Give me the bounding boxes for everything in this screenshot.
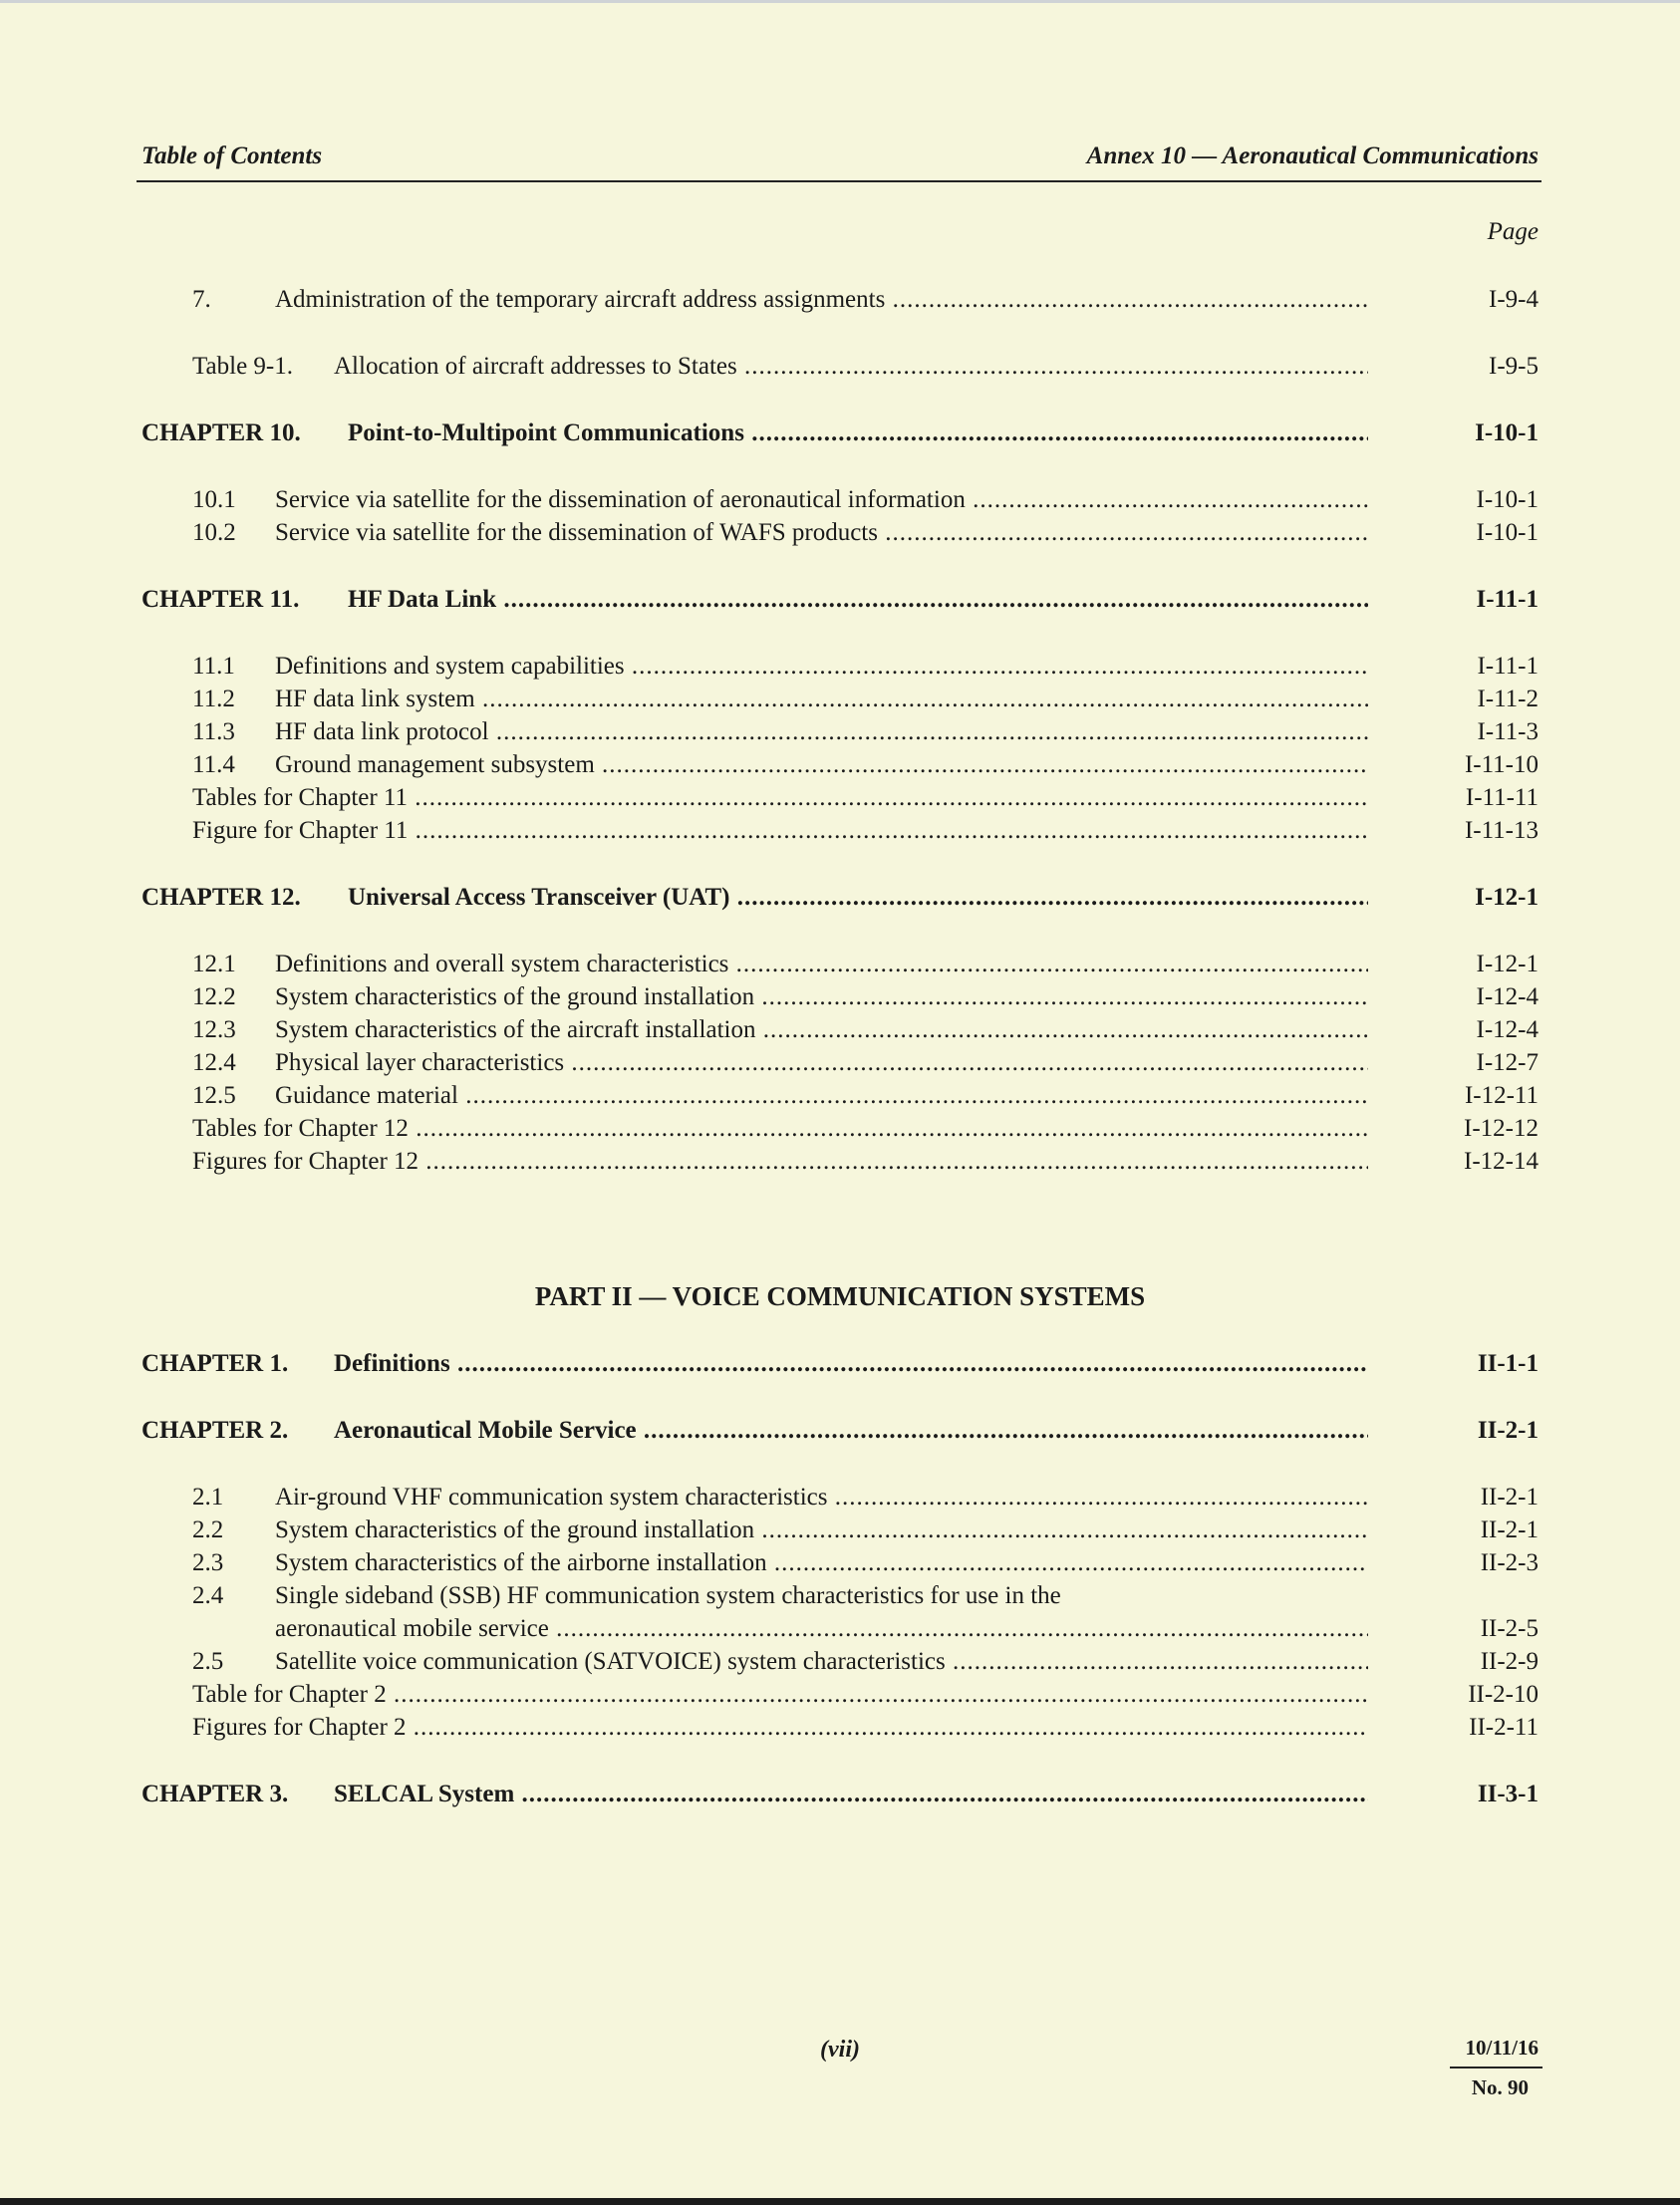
entry-title: Administration of the temporary aircraft address assignments ..... [275, 283, 1368, 317]
toc-entry[interactable] [0, 1711, 1680, 1745]
chapter-page: II-1-1 [1477, 1350, 1539, 1377]
entry-title: Tables for Chapter 11 ..... [192, 781, 1368, 815]
entry-number: 11.1 [192, 653, 235, 680]
entry-title: System characteristics of the airborne installation ..... [275, 1546, 1368, 1580]
entry-number: Table 9-1. [192, 353, 293, 380]
toc-entry[interactable] [0, 683, 1680, 716]
toc-entry[interactable] [0, 1112, 1680, 1146]
chapter-number: CHAPTER 11. [141, 586, 300, 613]
entry-title: Service via satellite for the dissemination of aeronautical information ..... [275, 483, 1368, 517]
entry-page: I-11-2 [1477, 686, 1539, 712]
toc-entry[interactable] [0, 350, 1680, 384]
entry-page: I-10-1 [1476, 519, 1539, 546]
chapter-number: CHAPTER 10. [141, 419, 301, 446]
chapter-page: II-3-1 [1477, 1781, 1539, 1807]
toc-entry[interactable] [0, 516, 1680, 550]
running-header-right: Annex 10 — Aeronautical Communications [1086, 142, 1539, 169]
entry-title: Allocation of aircraft addresses to States ..... [334, 350, 1368, 384]
entry-page: II-2-1 [1480, 1484, 1539, 1511]
entry-page: II-2-11 [1469, 1714, 1539, 1741]
entry-page: I-10-1 [1476, 486, 1539, 513]
entry-number: 2.4 [192, 1582, 224, 1609]
entry-title: Satellite voice communication (SATVOICE) system characteristics ..... [275, 1645, 1368, 1679]
toc-entry[interactable] [0, 650, 1680, 684]
entry-title: Figures for Chapter 2 ..... [192, 1711, 1368, 1745]
entry-page: I-12-7 [1476, 1049, 1539, 1076]
entry-page: I-11-11 [1465, 784, 1539, 811]
chapter-number: CHAPTER 1. [141, 1350, 289, 1377]
entry-number: 12.4 [192, 1049, 236, 1076]
entry-page: I-12-12 [1464, 1115, 1539, 1142]
page-number: (vii) [820, 2037, 860, 2063]
toc-entry[interactable] [0, 1678, 1680, 1712]
chapter-page: II-2-1 [1477, 1417, 1539, 1444]
scan-top-edge [0, 0, 1680, 3]
toc-entry[interactable] [0, 1145, 1680, 1179]
toc-entry-continuation[interactable] [0, 1612, 1680, 1646]
chapter-number: CHAPTER 12. [141, 884, 301, 911]
entry-title: Tables for Chapter 12 ..... [192, 1112, 1368, 1146]
entry-page: I-9-4 [1489, 286, 1539, 313]
entry-number: 10.2 [192, 519, 236, 546]
entry-number: 12.3 [192, 1016, 236, 1043]
amendment-date: 10/11/16 [1465, 2036, 1539, 2060]
toc-entry[interactable] [0, 781, 1680, 815]
entry-title: Ground management subsystem ..... [275, 748, 1368, 782]
entry-number: 2.2 [192, 1516, 224, 1543]
entry-title-continued: aeronautical mobile service ..... [275, 1612, 1368, 1646]
entry-page: I-12-14 [1464, 1148, 1539, 1175]
entry-page: I-11-10 [1464, 751, 1539, 778]
running-header-left: Table of Contents [141, 142, 323, 169]
entry-title: Table for Chapter 2 ..... [192, 1678, 1368, 1712]
entry-title: Physical layer characteristics ..... [275, 1046, 1368, 1080]
toc-entry[interactable] [0, 948, 1680, 981]
entry-title: Service via satellite for the dissemination of WAFS products ..... [275, 516, 1368, 550]
entry-page: I-11-13 [1464, 817, 1539, 844]
entry-number: 11.3 [192, 718, 235, 745]
entry-number: 2.1 [192, 1484, 224, 1511]
toc-chapter[interactable] [0, 1414, 1680, 1448]
toc-entry[interactable] [0, 1046, 1680, 1080]
entry-title: Definitions and overall system characteristics ..... [275, 948, 1368, 981]
toc-entry[interactable] [0, 1079, 1680, 1113]
toc-entry[interactable] [0, 1645, 1680, 1679]
toc-chapter[interactable] [0, 583, 1680, 617]
entry-title: HF data link system ..... [275, 683, 1368, 716]
entry-page: II-2-5 [1480, 1615, 1539, 1642]
part-heading: PART II — VOICE COMMUNICATION SYSTEMS [534, 1281, 1146, 1311]
chapter-title: Point-to-Multipoint Communications ..... [348, 416, 1368, 450]
entry-title: Single sideband (SSB) HF communication system characteristics for use in the [275, 1582, 1061, 1609]
entry-page: I-12-11 [1464, 1082, 1539, 1109]
header-rule [137, 180, 1541, 182]
toc-entry[interactable] [0, 1514, 1680, 1547]
entry-number: 2.3 [192, 1549, 224, 1576]
toc-chapter[interactable] [0, 881, 1680, 915]
chapter-page: I-12-1 [1475, 884, 1539, 911]
entry-number: 11.2 [192, 686, 235, 712]
entry-title: System characteristics of the aircraft installation ..... [275, 1013, 1368, 1047]
toc-entry[interactable] [0, 483, 1680, 517]
toc-chapter[interactable] [0, 1778, 1680, 1811]
chapter-title: HF Data Link ..... [348, 583, 1368, 617]
chapter-number: CHAPTER 3. [141, 1781, 289, 1807]
chapter-page: I-10-1 [1475, 419, 1539, 446]
entry-number: 10.1 [192, 486, 236, 513]
toc-entry[interactable] [0, 1579, 1680, 1613]
entry-page: II-2-9 [1480, 1648, 1539, 1675]
toc-entry[interactable] [0, 283, 1680, 317]
toc-chapter[interactable] [0, 416, 1680, 450]
chapter-title: Universal Access Transceiver (UAT) ..... [348, 881, 1368, 915]
entry-page: I-12-4 [1476, 1016, 1539, 1043]
entry-page: II-2-1 [1480, 1516, 1539, 1543]
toc-entry[interactable] [0, 748, 1680, 782]
entry-number: 7. [192, 286, 211, 313]
entry-number: 11.4 [192, 751, 235, 778]
toc-entry[interactable] [0, 1481, 1680, 1515]
scan-bottom-edge [0, 2198, 1680, 2205]
entry-title: System characteristics of the ground installation ..... [275, 980, 1368, 1014]
toc-entry[interactable] [0, 1013, 1680, 1047]
chapter-title: Aeronautical Mobile Service ..... [334, 1414, 1368, 1448]
entry-title: Figure for Chapter 11 ..... [192, 814, 1368, 848]
toc-entry[interactable] [0, 715, 1680, 749]
page-column-label: Page [1487, 218, 1539, 245]
toc-entry[interactable] [0, 980, 1680, 1014]
entry-number: 2.5 [192, 1648, 224, 1675]
footer-rule [1450, 2067, 1542, 2068]
entry-number: 12.5 [192, 1082, 236, 1109]
entry-number: 12.2 [192, 983, 236, 1010]
chapter-page: I-11-1 [1476, 586, 1539, 613]
toc-entry[interactable] [0, 814, 1680, 848]
entry-title: Figures for Chapter 12 ..... [192, 1145, 1368, 1179]
entry-title: Definitions and system capabilities ..... [275, 650, 1368, 684]
entry-page: II-2-10 [1468, 1681, 1539, 1708]
entry-page: I-12-4 [1476, 983, 1539, 1010]
entry-title: Guidance material ..... [275, 1079, 1368, 1113]
chapter-title: SELCAL System ..... [334, 1778, 1368, 1811]
chapter-title: Definitions ..... [334, 1347, 1368, 1381]
entry-title: Air-ground VHF communication system characteristics ..... [275, 1481, 1368, 1515]
amendment-number: No. 90 [1471, 2075, 1529, 2099]
entry-title: System characteristics of the ground installation ..... [275, 1514, 1368, 1547]
entry-title: HF data link protocol ..... [275, 715, 1368, 749]
entry-page: I-11-1 [1477, 653, 1539, 680]
toc-entry[interactable] [0, 1546, 1680, 1580]
entry-page: I-12-1 [1476, 951, 1539, 977]
entry-page: I-9-5 [1489, 353, 1539, 380]
entry-page: II-2-3 [1480, 1549, 1539, 1576]
entry-page: I-11-3 [1477, 718, 1539, 745]
chapter-number: CHAPTER 2. [141, 1417, 289, 1444]
toc-chapter[interactable] [0, 1347, 1680, 1381]
entry-number: 12.1 [192, 951, 236, 977]
